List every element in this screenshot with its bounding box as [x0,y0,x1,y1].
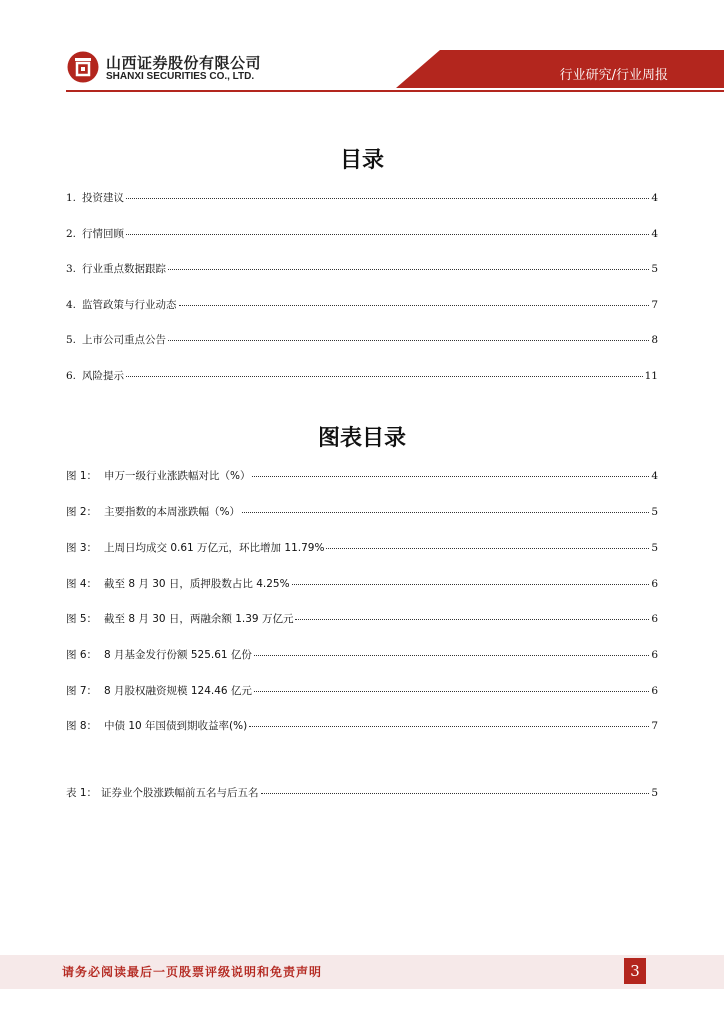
toc-item-number: 2. [66,228,77,240]
figure-item-prefix: 图 6： [66,649,98,661]
toc-item-label: 监管政策与行业动态 [82,299,177,311]
toc-entry[interactable] [66,261,658,276]
dot-leader [168,269,649,270]
dot-leader [295,619,649,620]
figure-item-prefix: 图 5： [66,613,98,625]
figure-entry[interactable] [66,683,658,698]
dot-leader [179,305,650,306]
table-item-label: 证券业个股涨跌幅前五名与后五名 [101,787,259,799]
toc-entry[interactable] [66,190,658,205]
dot-leader [126,234,649,235]
toc-item-label: 上市公司重点公告 [82,334,167,346]
dot-leader [249,726,649,727]
toc-item-label: 风险提示 [82,370,125,382]
figure-item-label: 申万一级行业涨跌幅对比（%） [104,470,251,482]
figures-title: 图表目录 [317,426,406,451]
toc-item-page: 4 [651,228,658,240]
page-header [0,0,724,100]
figure-item-label: 上周日均成交 0.61 万亿元，环比增加 11.79% [104,542,325,554]
toc-item-page: 7 [651,299,658,311]
toc-item-page: 5 [651,263,658,275]
page-number: 3 [624,958,646,984]
toc-item-number: 1. [66,192,77,204]
figure-item-page: 6 [651,685,658,697]
dot-leader [254,655,649,656]
figure-item-page: 6 [651,649,658,661]
figure-entry[interactable] [66,611,658,626]
dot-leader [242,512,649,513]
table-entry[interactable] [66,785,658,800]
toc-item-label: 行情回顾 [82,228,125,240]
figure-item-prefix: 图 8： [66,720,98,732]
figure-item-page: 7 [651,720,658,732]
figure-entry[interactable] [66,540,658,555]
figure-item-prefix: 图 7： [66,685,98,697]
figure-item-label: 8 月股权融资规模 124.46 亿元 [104,685,252,697]
toc-item-page: 11 [644,370,658,382]
company-logo-icon [66,50,100,84]
table-item-prefix: 表 1： [66,787,98,799]
figure-item-label: 8 月基金发行份额 525.61 亿份 [104,649,252,661]
dot-leader [126,198,649,199]
figure-item-prefix: 图 3： [66,542,98,554]
toc-item-number: 6. [66,370,77,382]
disclaimer-notice: 请务必阅读最后一页股票评级说明和免责声明 [62,965,323,979]
toc-entry[interactable] [66,297,658,312]
toc-item-page: 8 [651,334,658,346]
dot-leader [126,376,643,377]
toc-item-label: 行业重点数据跟踪 [82,263,167,275]
dot-leader [261,793,650,794]
figure-item-label: 截至 8 月 30 日，两融余额 1.39 万亿元 [104,613,294,625]
figure-item-page: 6 [651,578,658,590]
report-category: 行业研究/行业周报 [559,68,668,83]
figure-item-page: 5 [651,506,658,518]
table-item-page: 5 [651,787,658,799]
toc-entry[interactable] [66,332,658,347]
figure-item-prefix: 图 2： [66,506,98,518]
dot-leader [168,340,649,341]
figure-item-prefix: 图 1： [66,470,98,482]
figure-entry[interactable] [66,468,658,483]
dot-leader [326,548,649,549]
figure-item-page: 6 [651,613,658,625]
toc-entry[interactable] [66,368,658,383]
dot-leader [252,476,649,477]
figure-item-page: 5 [651,542,658,554]
toc-item-number: 3. [66,263,77,275]
toc-title: 目录 [339,148,384,173]
company-name-cn: 山西证券股份有限公司 [106,54,262,72]
dot-leader [254,691,649,692]
figure-entry[interactable] [66,504,658,519]
toc-entry[interactable] [66,226,658,241]
header-banner [0,0,724,100]
figure-item-label: 中债 10 年国债到期收益率(%) [104,720,248,732]
figure-item-prefix: 图 4： [66,578,98,590]
figure-item-page: 4 [651,470,658,482]
toc-item-label: 投资建议 [82,192,125,204]
company-name-en: SHANXI SECURITIES CO., LTD. [106,71,255,82]
toc-item-number: 4. [66,299,77,311]
toc-item-page: 4 [651,192,658,204]
toc-item-number: 5. [66,334,77,346]
figure-entry[interactable] [66,576,658,591]
figure-item-label: 主要指数的本周涨跌幅（%） [104,506,240,518]
figure-entry[interactable] [66,647,658,662]
figure-item-label: 截至 8 月 30 日，质押股数占比 4.25% [104,578,290,590]
dot-leader [292,584,650,585]
figure-entry[interactable] [66,718,658,733]
